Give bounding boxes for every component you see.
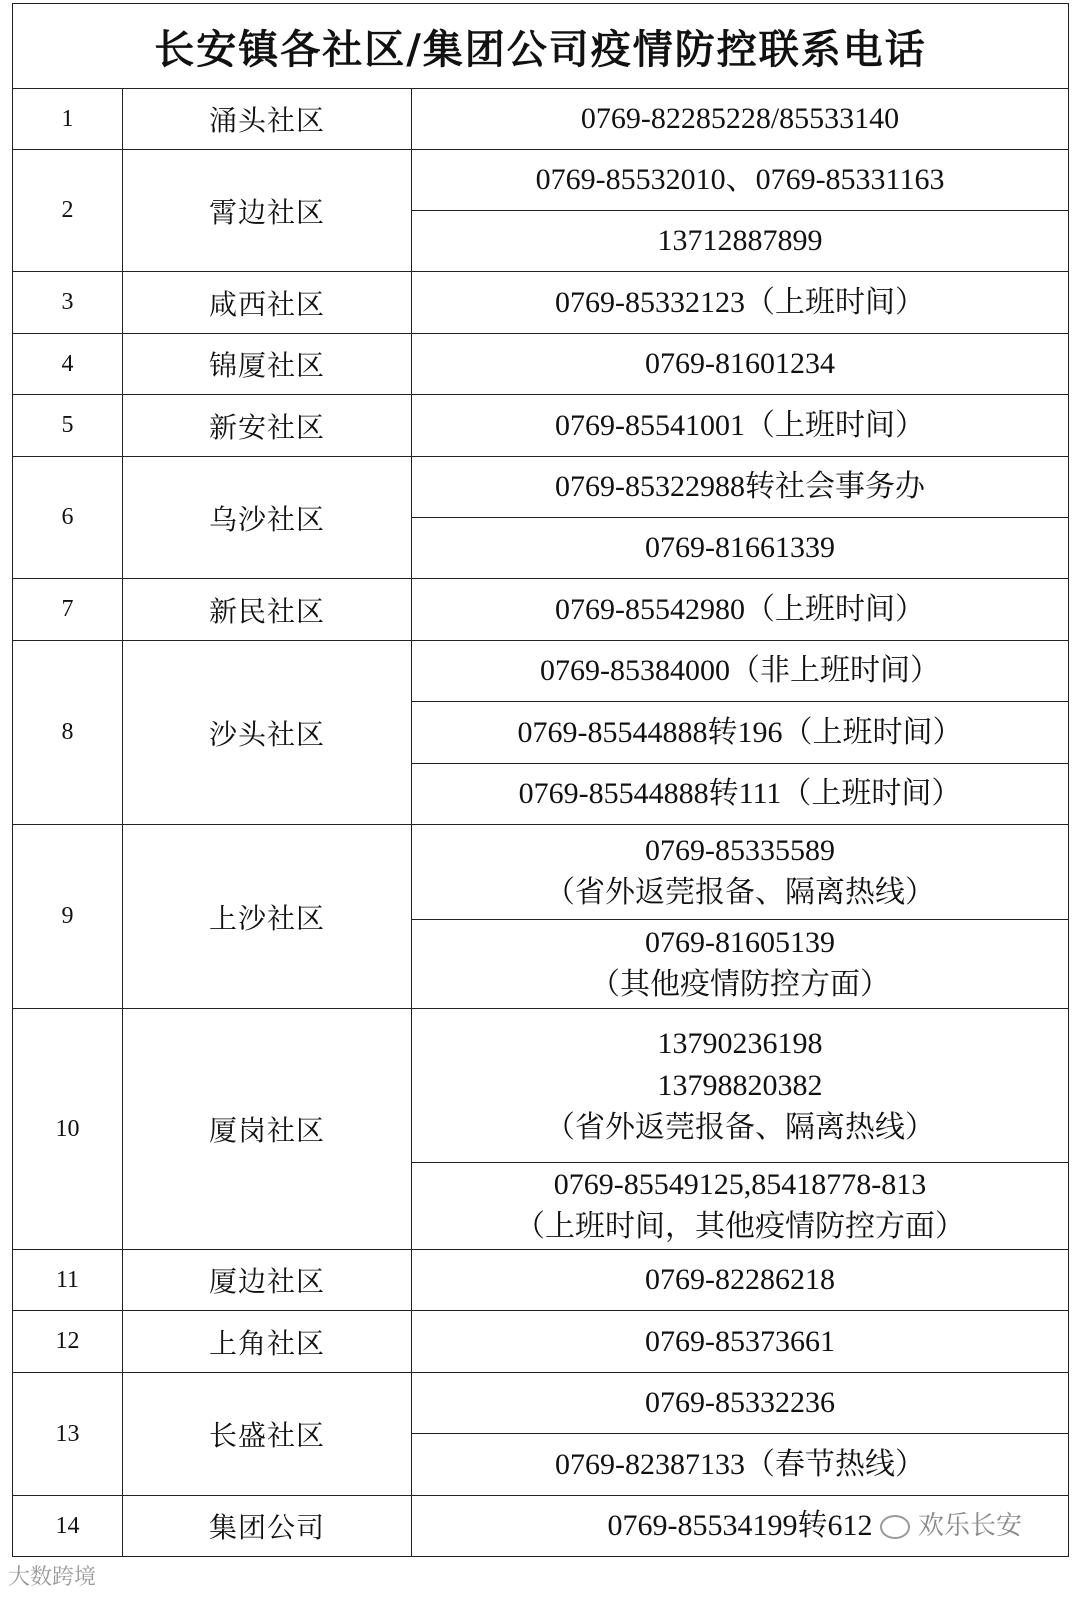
row-number: 13 [13,1373,123,1496]
table-row [13,89,1069,150]
table-title: 长安镇各社区/集团公司疫情防控联系电话 [13,4,1069,89]
community-name: 霄边社区 [123,150,412,272]
community-name: 锦厦社区 [123,334,412,395]
row-number: 12 [13,1311,123,1373]
contact-table [12,3,1069,1557]
phone-cell: 0769-82286218 [412,1250,1069,1311]
table-row [13,457,1069,518]
phone-cell: 0769-85384000（非上班时间） [412,641,1069,702]
phone-cell: 0769-85322988转社会事务办 [412,457,1069,518]
community-name: 新安社区 [123,395,412,457]
community-name: 咸西社区 [123,272,412,334]
row-number: 7 [13,579,123,641]
phone-cell: 0769-85332236 [412,1373,1069,1434]
row-number: 3 [13,272,123,334]
table-row [13,1373,1069,1434]
community-name: 厦边社区 [123,1250,412,1311]
table-row [13,641,1069,702]
row-number: 2 [13,150,123,272]
row-number: 6 [13,457,123,579]
table-row [13,395,1069,457]
phone-cell: 0769-82387133（春节热线） [412,1434,1069,1496]
wechat-icon [880,1515,910,1539]
table-row [13,1311,1069,1373]
phone-cell: 0769-85544888转196（上班时间） [412,702,1069,764]
community-name: 厦岗社区 [123,1009,412,1250]
row-number: 8 [13,641,123,825]
row-number: 14 [13,1496,123,1557]
phone-cell: 0769-85542980（上班时间） [412,579,1069,641]
table-row [13,334,1069,395]
phone-cell: 0769-81601234 [412,334,1069,395]
table-row [13,825,1069,920]
community-name: 集团公司 [123,1496,412,1557]
table-row [13,150,1069,211]
phone-cell: 0769-81661339 [412,518,1069,579]
row-number: 5 [13,395,123,457]
community-name: 沙头社区 [123,641,412,825]
phone-cell: 0769-82285228/85533140 [412,89,1069,150]
phone-cell: 0769-85335589 （省外返莞报备、隔离热线） [412,825,1069,920]
community-name: 涌头社区 [123,89,412,150]
phone-cell: 13712887899 [412,211,1069,272]
table-row [13,272,1069,334]
row-number: 11 [13,1250,123,1311]
watermark-right: 欢乐长安 [880,1505,1022,1542]
community-name: 上角社区 [123,1311,412,1373]
phone-cell: 0769-85532010、0769-85331163 [412,150,1069,211]
phone-cell: 0769-85332123（上班时间） [412,272,1069,334]
phone-cell: 0769-85544888转111（上班时间） [412,764,1069,825]
row-number: 4 [13,334,123,395]
table-row [13,579,1069,641]
phone-cell: 13790236198 13798820382 （省外返莞报备、隔离热线） [412,1009,1069,1163]
table-row [13,1250,1069,1311]
row-number: 9 [13,825,123,1009]
row-number: 1 [13,89,123,150]
community-name: 新民社区 [123,579,412,641]
row-number: 10 [13,1009,123,1250]
community-name: 乌沙社区 [123,457,412,579]
phone-cell: 0769-85373661 [412,1311,1069,1373]
watermark-left: 大数跨境 [8,1565,97,1590]
phone-cell: 0769-81605139 （其他疫情防控方面） [412,920,1069,1009]
table-row [13,1009,1069,1163]
community-name: 长盛社区 [123,1373,412,1496]
phone-cell: 0769-85541001（上班时间） [412,395,1069,457]
phone-cell: 0769-85534199转612 [412,1496,1069,1557]
community-name: 上沙社区 [123,825,412,1009]
phone-cell: 0769-85549125,85418778-813 （上班时间，其他疫情防控方面） [412,1163,1069,1250]
